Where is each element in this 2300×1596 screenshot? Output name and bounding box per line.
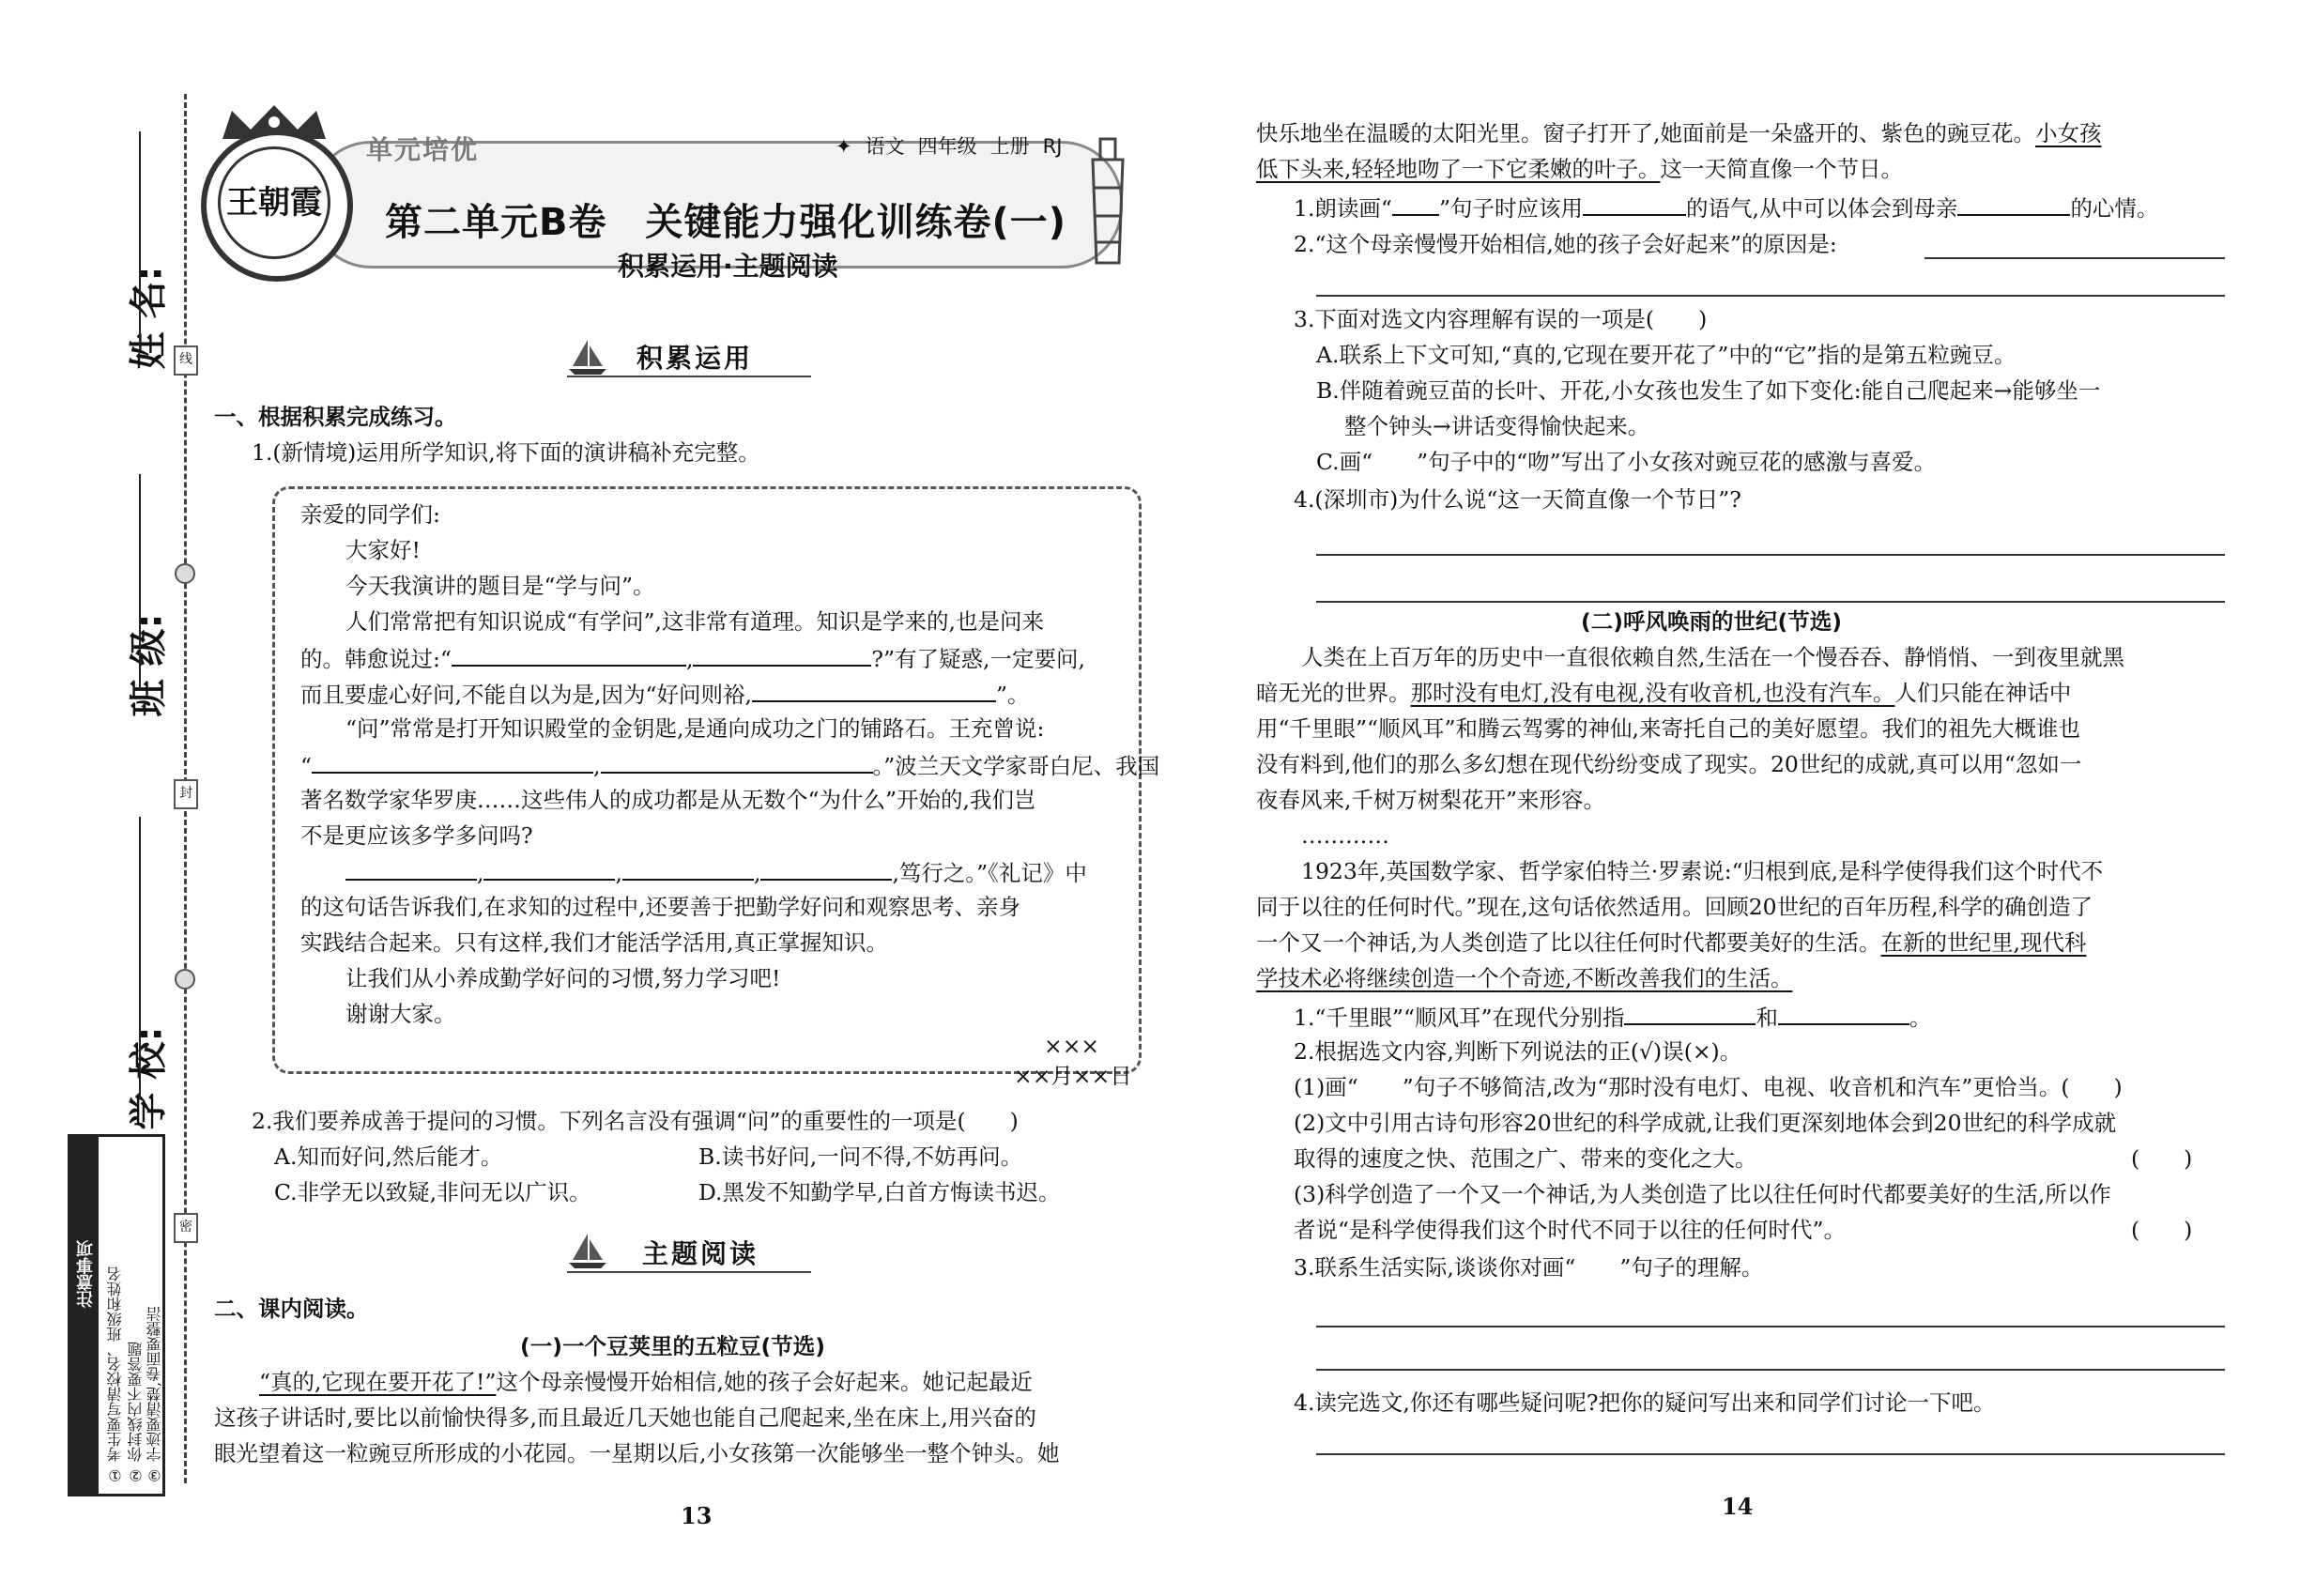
speech-line: “问”常常是打开知识殿堂的金钥匙,是通向成功之门的铺路石。王充曾说:	[345, 715, 1045, 742]
fill-blank[interactable]	[1392, 192, 1439, 216]
answer-line[interactable]	[1316, 554, 2225, 556]
answer-line[interactable]	[1316, 601, 2225, 603]
section-reading-heading: 主题阅读	[642, 1238, 759, 1269]
school-answer-line[interactable]	[139, 817, 141, 1098]
underlined-sentence: 低下头来,轻轻地吻了一下它柔嫩的叶子。	[1256, 156, 1661, 182]
cut-mark-secret: 密	[174, 1213, 198, 1243]
passage2-line: 人类在上百万年的历史中一直很依赖自然,生活在一个慢吞吞、静悄悄、一到夜里就黑	[1301, 644, 2124, 670]
speech-date: ××月××日	[1014, 1063, 1132, 1089]
fill-blank[interactable]	[345, 856, 477, 881]
answer-line[interactable]	[1316, 1326, 2225, 1327]
speech-line-blanks: , , , ,笃行之。”《礼记》中	[345, 856, 1087, 888]
q1-2-option-a[interactable]: A.知而好问,然后能才。	[274, 1143, 503, 1170]
fill-blank[interactable]	[312, 749, 593, 774]
speech-line: 让我们从小养成勤学好问的习惯,努力学习吧!	[345, 965, 781, 991]
fill-blank[interactable]	[752, 678, 996, 702]
speech-line: 今天我演讲的题目是“学与问”。	[345, 573, 655, 599]
passage1-line: 眼光望着这一粒豌豆所形成的小花园。一星期以后,小女孩第一次能够坐一整个钟头。她	[214, 1440, 1060, 1466]
fill-blank[interactable]	[760, 856, 892, 881]
fill-blank[interactable]	[693, 642, 871, 667]
answer-line[interactable]	[1316, 1453, 2225, 1455]
q2-heading: 二、课内阅读。	[214, 1296, 369, 1322]
fill-blank[interactable]	[601, 749, 873, 774]
p2-q2-item-1[interactable]: (1)画“ ”句子不够简洁,改为“那时没有电灯、电视、收音机和汽车”更恰当。( )	[1294, 1074, 2123, 1100]
answer-line[interactable]	[1316, 1369, 2225, 1371]
q1-heading: 一、根据积累完成练习。	[214, 404, 457, 430]
speech-hello: 大家好!	[345, 537, 421, 563]
answer-line[interactable]	[1924, 257, 2225, 259]
class-answer-line[interactable]	[139, 474, 141, 690]
cut-mark-line: 线	[174, 345, 198, 376]
q1-2-option-d[interactable]: D.黑发不知勤学早,白首方悔读书迟。	[698, 1179, 1061, 1205]
meta-volume: 上册	[989, 135, 1030, 158]
notice-item: ③ 字迹要清楚,卷面要整洁	[146, 1306, 163, 1484]
class-label: 班 级:	[127, 613, 171, 717]
p1-q3: 3.下面对选文内容理解有误的一项是( )	[1294, 306, 1708, 332]
passage2-line: 1923年,英国数学家、哲学家伯特兰·罗素说:“归根到底,是科学使得我们这个时代不	[1301, 858, 2104, 884]
p2-q2-item-2[interactable]: (2)文中引用古诗句形容20世纪的科学成就,让我们更深刻地体会到20世纪的科学成就	[1294, 1110, 2117, 1136]
passage2-line: 学技术必将继续创造一个个奇迹,不断改善我们的生活。	[1256, 965, 1793, 991]
p2-q1: 1.“千里眼”“顺风耳”在现代分别指 和 。	[1294, 1001, 1931, 1033]
page-title: 第二单元B卷 关键能力强化训练卷(一)	[385, 201, 1067, 244]
notice-item: ① 考生要写清校名、班级和姓名	[106, 1266, 124, 1484]
p2-q2: 2.根据选文内容,判断下列说法的正(√)误(×)。	[1294, 1038, 1742, 1065]
speech-line-blanks: 而且要虚心好问,不能自以为是,因为“好问则裕, ”。	[300, 678, 1029, 710]
fill-blank[interactable]	[452, 642, 686, 667]
fill-blank[interactable]	[622, 856, 754, 881]
passage1-line: 这孩子讲话时,要比以前愉快得多,而且最近几天她也能自己爬起来,坐在床上,用兴奋的	[214, 1404, 1036, 1431]
section-underline	[567, 1271, 811, 1273]
p2-q4: 4.读完选文,你还有哪些疑问呢?把你的疑问写出来和同学们讨论一下吧。	[1294, 1389, 1996, 1416]
speech-line: 的这句话告诉我们,在求知的过程中,还要善于把勤学好问和观察思考、亲身	[300, 894, 1020, 920]
q1-2-prompt: 2.我们要养成善于提问的习惯。下列名言没有强调“问”的重要性的一项是( )	[252, 1108, 1019, 1134]
speech-line: 著名数学家华罗庚……这些伟人的成功都是从无数个“为什么”开始的,我们岂	[300, 787, 1036, 813]
passage2-line: 夜春风来,千树万树梨花开”来形容。	[1256, 787, 1605, 813]
q1-1-prompt: 1.(新情境)运用所学知识,将下面的演讲稿补充完整。	[252, 439, 760, 466]
logo-text: 王朝霞	[226, 184, 322, 222]
fill-blank[interactable]	[1957, 192, 2070, 216]
meta-grade: 四年级	[917, 135, 977, 158]
fill-blank[interactable]	[1583, 192, 1686, 216]
q1-2-option-b[interactable]: B.读书好问,一问不得,不妨再问。	[698, 1143, 1023, 1170]
p1-q4: 4.(深圳市)为什么说“这一天简直像一个节日”?	[1294, 486, 1741, 513]
meta-edition: RJ	[1042, 135, 1063, 158]
answer-line[interactable]	[1316, 295, 2225, 297]
speech-line: 实践结合起来。只有这样,我们才能活学活用,真正掌握知识。	[300, 929, 888, 956]
passage2-line: 用“千里眼”“顺风耳”和腾云驾雾的神仙,来寄托自己的美好愿望。我们的祖先大概谁也	[1256, 715, 2081, 742]
p1-q3-option-b-cont: 整个钟头→讲话变得愉快起来。	[1344, 413, 1650, 439]
sailboat-icon	[567, 338, 608, 376]
cut-mark-seal: 封	[174, 779, 198, 809]
p1-q2: 2.“这个母亲慢慢开始相信,她的孩子会好起来”的原因是:	[1294, 231, 1837, 257]
p1-q3-option-a[interactable]: A.联系上下文可知,“真的,它现在要开花了”中的“它”指的是第五粒豌豆。	[1316, 342, 2016, 368]
fill-blank[interactable]	[1778, 1001, 1909, 1025]
passage1-line: “真的,它现在要开花了!”这个母亲慢慢开始相信,她的孩子会好起来。她记起最近	[259, 1369, 1033, 1395]
q1-2-option-c[interactable]: C.非学无以致疑,非问无以广识。	[274, 1179, 591, 1205]
speech-greeting: 亲爱的同学们:	[300, 501, 440, 528]
meta-info: ✦ 语文 四年级 上册 RJ	[836, 135, 1063, 158]
p2-q2-item-2-cont: 取得的速度之快、范围之广、带来的变化之大。	[1294, 1145, 1757, 1172]
page-number-right: 14	[1722, 1493, 1754, 1520]
underlined-sentence: 在新的世纪里,现代科	[1880, 929, 2087, 956]
section-underline	[567, 376, 811, 377]
judge-paren[interactable]: ( )	[2131, 1217, 2193, 1243]
passage1-title: (一)一个豆荚里的五粒豆(节选)	[520, 1333, 825, 1359]
passage2-line: 一个又一个神话,为人类创造了比以往任何时代都要美好的生活。在新的世纪里,现代科	[1256, 929, 2087, 956]
school-label: 学 校:	[127, 1026, 171, 1130]
passage2-title: (二)呼风唤雨的世纪(节选)	[1581, 608, 1842, 635]
series-tag: 单元培优	[366, 134, 480, 165]
section-accumulate-heading: 积累运用	[636, 343, 754, 374]
speech-signer: ×××	[1044, 1033, 1100, 1059]
page-number-left: 13	[681, 1502, 713, 1529]
notice-box	[68, 1134, 165, 1496]
p1-q3-option-b[interactable]: B.伴随着豌豆苗的长叶、开花,小女孩也发生了如下变化:能自己爬起来→能够坐一	[1316, 377, 2101, 404]
name-label: 姓 名:	[127, 266, 171, 370]
speech-line: 不是更应该多学多问吗?	[300, 822, 533, 849]
notice-item: ② 你封线内不要答题	[127, 1341, 145, 1484]
fill-blank[interactable]	[483, 856, 615, 881]
p2-q2-item-3-cont: 者说“是科学使得我们这个时代不同于以往的任何时代”。	[1294, 1217, 1847, 1243]
underlined-sentence: 小女孩	[2034, 120, 2102, 146]
underlined-sentence: 那时没有电灯,没有电视,没有收音机,也没有汽车。	[1410, 680, 1895, 706]
underlined-sentence: “真的,它现在要开花了!”	[259, 1369, 497, 1395]
speech-line: 谢谢大家。	[345, 1001, 456, 1027]
passage1-cont-line: 低下头来,轻轻地吻了一下它柔嫩的叶子。这一天简直像一个节日。	[1256, 156, 1903, 182]
speech-line-blanks: 的。韩愈说过:“ , ?”有了疑惑,一定要问,	[300, 642, 1085, 674]
brand-logo	[201, 130, 353, 282]
p1-q1: 1.朗读画“ ”句子时应该用 的语气,从中可以体会到母亲 的心情。	[1294, 192, 2158, 223]
page-subtitle: 积累运用·主题阅读	[618, 251, 838, 282]
passage2-line: 暗无光的世界。那时没有电灯,没有电视,没有收音机,也没有汽车。人们只能在神话中	[1256, 680, 2072, 706]
name-answer-line[interactable]	[139, 131, 141, 347]
passage1-cont-line: 快乐地坐在温暖的太阳光里。窗子打开了,她面前是一朵盛开的、紫色的豌豆花。小女孩	[1256, 120, 2102, 146]
fill-blank[interactable]	[1624, 1001, 1756, 1025]
judge-paren[interactable]: ( )	[2131, 1145, 2193, 1172]
p1-q3-option-c[interactable]: C.画“ ”句子中的“吻”写出了小女孩对豌豆花的感激与喜爱。	[1316, 449, 1937, 475]
sailboat-icon	[567, 1232, 608, 1269]
passage2-line: 没有料到,他们的那么多幻想在现代纷纷变成了现实。20世纪的成就,真可以用“忽如一	[1256, 751, 2082, 777]
speech-line: 人们常常把有知识说成“有学问”,这非常有道理。知识是学来的,也是问来	[345, 608, 1044, 635]
binding-dot-icon	[175, 563, 195, 584]
p2-q2-item-3[interactable]: (3)科学创造了一个又一个神话,为人类创造了比以往任何时代都要美好的生活,所以作	[1294, 1181, 2111, 1207]
lighthouse-icon	[1080, 131, 1136, 272]
passage2-ellipsis: …………	[1301, 822, 1389, 849]
p2-q3: 3.联系生活实际,谈谈你对画“ ”句子的理解。	[1294, 1254, 1764, 1281]
binding-dot-icon	[175, 969, 195, 990]
passage2-line: 同于以往的任何时代。”现在,这句话依然适用。回顾20世纪的百年历程,科学的确创造了	[1256, 894, 2093, 920]
meta-subject: 语文	[865, 135, 905, 158]
notice-header: 注意事项	[76, 1240, 96, 1308]
speech-line-blanks: “ , 。”波兰天文学家哥白尼、我国	[300, 749, 1159, 781]
